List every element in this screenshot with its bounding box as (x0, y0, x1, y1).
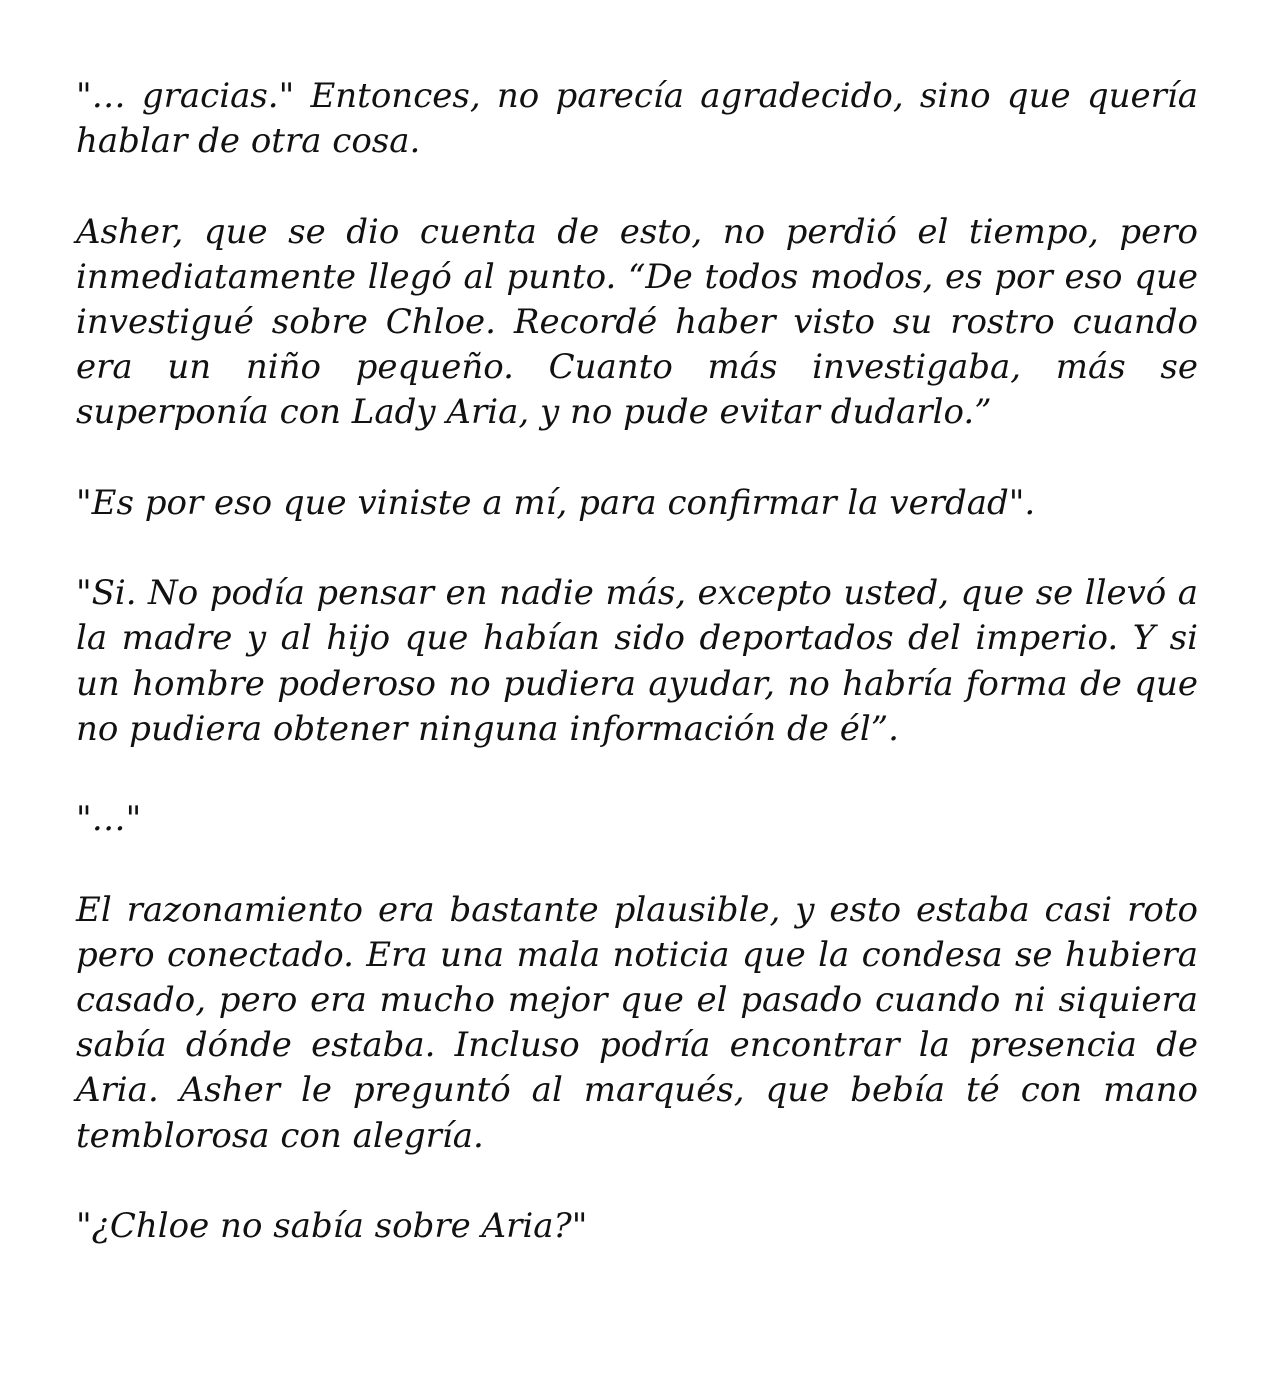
paragraph-4: "Si. No podía pensar en nadie más, excepto usted, que se llevó a la madre y al hijo que habían sido deportados del imperio. Y si un hombre poderoso no pudiera ayudar, no habría forma de que no pudiera obtener ninguna información de él”. (76, 573, 1198, 749)
paragraph-7: "¿Chloe no sabía sobre Aria?" (76, 1205, 588, 1246)
paragraph-1: "… gracias." Entonces, no parecía agradecido, sino que quería hablar de otra cosa. (76, 76, 1198, 162)
paragraph-gap (76, 1159, 1198, 1204)
paragraph-gap (76, 526, 1198, 571)
paragraph-gap (76, 164, 1198, 209)
paragraph-2: Asher, que se dio cuenta de esto, no perdió el tiempo, pero inmediatamente llegó al punto. “De todos modos, es por eso que investigué sobre Chloe. Recordé haber visto su rostro cuando era un niño pequeño. Cuanto más investigaba, más se superponía con Lady Aria, y no pude evitar dudarlo.” (76, 211, 1198, 433)
paragraph-gap (76, 752, 1198, 797)
paragraph-6: El razonamiento era bastante plausible, y esto estaba casi roto pero conectado. Era una mala noticia que la condesa se hubiera casado, pero era mucho mejor que el pasado cuando ni siquiera sabía dónde estaba. Incluso podría encontrar la presencia de Aria. Asher le preguntó al marqués, que bebía té con mano temblorosa con alegría. (76, 889, 1198, 1156)
paragraph-gap (76, 842, 1198, 887)
document-page (76, 74, 1198, 1249)
paragraph-5: "…" (76, 799, 142, 840)
paragraph-gap (76, 436, 1198, 481)
paragraph-3: "Es por eso que viniste a mí, para confirmar la verdad". (76, 482, 1036, 523)
